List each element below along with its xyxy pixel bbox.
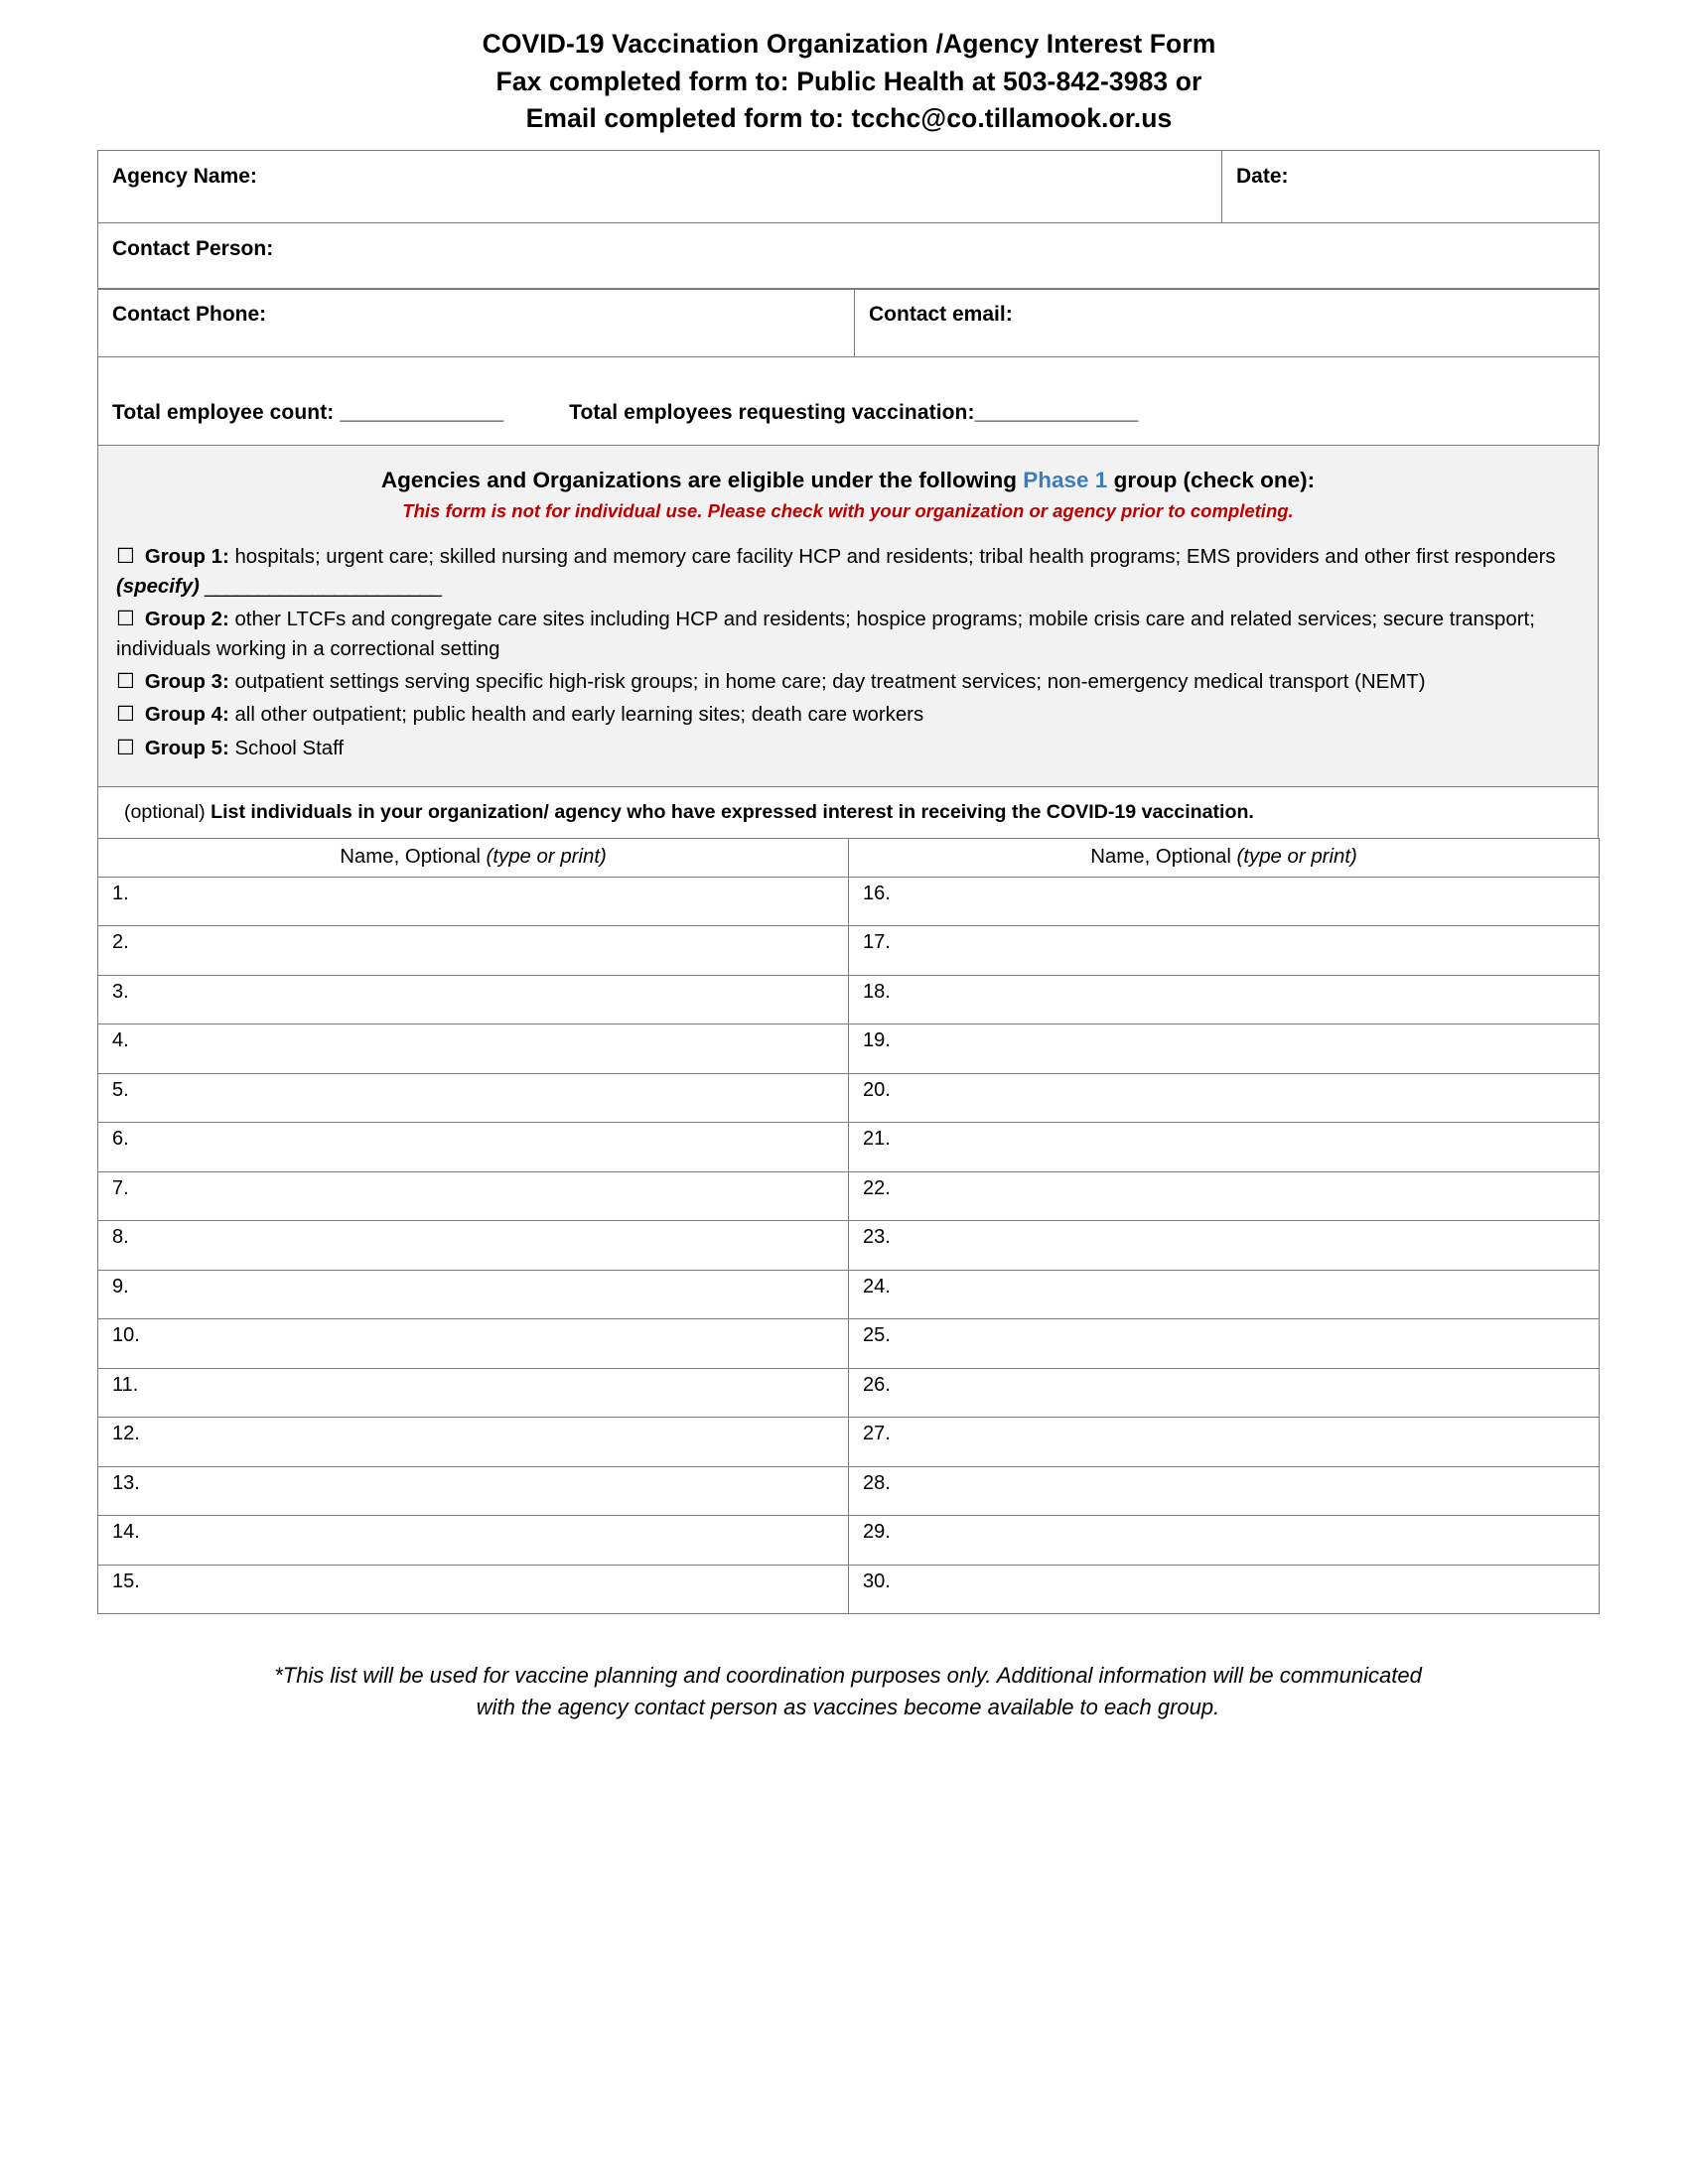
name-entry-cell[interactable]: 20. bbox=[849, 1073, 1600, 1123]
name-entry-cell[interactable]: 28. bbox=[849, 1466, 1600, 1516]
optional-note-text: List individuals in your organization/ agency who have expressed interest in receiving the COVID-19 vaccination. bbox=[205, 800, 1254, 823]
checkbox-icon[interactable]: ☐ bbox=[116, 735, 135, 759]
name-entry-cell[interactable]: 30. bbox=[849, 1565, 1600, 1614]
table-row bbox=[98, 222, 1600, 289]
names-header-right bbox=[849, 838, 1600, 877]
group-3-label: Group 3: bbox=[144, 671, 229, 694]
name-entry-cell[interactable]: 19. bbox=[849, 1024, 1600, 1074]
group-option-5[interactable] bbox=[114, 732, 1582, 764]
group-1-label: Group 1: bbox=[144, 545, 229, 568]
group-4-label: Group 4: bbox=[144, 704, 229, 727]
date-cell[interactable] bbox=[1222, 150, 1600, 222]
group-1-specify: (specify) bbox=[116, 575, 200, 598]
group-option-2[interactable] bbox=[114, 603, 1582, 665]
name-entry-cell[interactable]: 6. bbox=[98, 1123, 849, 1172]
names-header-left-main: Name, Optional bbox=[340, 846, 487, 869]
agency-name-label: Agency Name: bbox=[112, 164, 257, 188]
names-header-left bbox=[98, 838, 849, 877]
group-2-text: other LTCFs and congregate care sites including HCP and residents; hospice programs; mobile crisis care and related services; secure transport; individuals working in a correctional setting bbox=[116, 608, 1535, 661]
total-employee-count-label: Total employee count: ______________ bbox=[112, 401, 504, 425]
group-option-4[interactable] bbox=[114, 698, 1582, 731]
name-entry-cell[interactable]: 18. bbox=[849, 975, 1600, 1024]
names-header-left-italic: (type or print) bbox=[486, 846, 607, 869]
checkbox-icon[interactable]: ☐ bbox=[116, 606, 135, 630]
table-row bbox=[98, 1368, 1600, 1418]
name-entry-cell[interactable]: 10. bbox=[98, 1319, 849, 1369]
group-1-blank-line[interactable]: ______________________ bbox=[199, 575, 442, 598]
name-entry-cell[interactable]: 29. bbox=[849, 1516, 1600, 1566]
optional-lead-label: (optional) bbox=[124, 800, 206, 823]
table-row bbox=[98, 1516, 1600, 1566]
contact-phone-cell[interactable] bbox=[98, 289, 855, 357]
checkbox-icon[interactable]: ☐ bbox=[116, 669, 135, 694]
table-row bbox=[98, 1073, 1600, 1123]
phase-heading-after: group (check one): bbox=[1107, 468, 1316, 493]
table-row bbox=[98, 1221, 1600, 1271]
name-entry-cell[interactable]: 27. bbox=[849, 1418, 1600, 1467]
group-5-label: Group 5: bbox=[144, 737, 229, 759]
title-line-1: COVID-19 Vaccination Organization /Agency Interest Form bbox=[482, 29, 1216, 59]
phase-heading-highlight: Phase 1 bbox=[1023, 468, 1108, 493]
phase-warning-text: This form is not for individual use. Please check with your organization or agency prior to completing. bbox=[402, 499, 1294, 521]
name-entry-cell[interactable]: 8. bbox=[98, 1221, 849, 1271]
name-entry-cell[interactable]: 25. bbox=[849, 1319, 1600, 1369]
checkbox-icon[interactable]: ☐ bbox=[116, 702, 135, 727]
table-row bbox=[98, 289, 1600, 357]
group-2-label: Group 2: bbox=[144, 608, 229, 630]
names-table-body bbox=[98, 877, 1600, 1614]
table-row bbox=[98, 877, 1600, 926]
contact-email-cell[interactable] bbox=[855, 289, 1600, 357]
group-option-3[interactable] bbox=[114, 665, 1582, 698]
table-row bbox=[98, 926, 1600, 976]
group-5-text: School Staff bbox=[228, 737, 345, 759]
name-entry-cell[interactable]: 22. bbox=[849, 1171, 1600, 1221]
group-1-text: hospitals; urgent care; skilled nursing and memory care facility HCP and residents; tribal health programs; EMS providers and other first responders bbox=[228, 545, 1556, 568]
footer-note bbox=[97, 1614, 1599, 1723]
name-entry-cell[interactable]: 17. bbox=[849, 926, 1600, 976]
name-entry-cell[interactable]: 9. bbox=[98, 1270, 849, 1319]
agency-info-table bbox=[97, 150, 1600, 290]
table-row bbox=[98, 1270, 1600, 1319]
name-entry-cell[interactable]: 21. bbox=[849, 1123, 1600, 1172]
name-entry-cell[interactable]: 26. bbox=[849, 1368, 1600, 1418]
footer-line-2: with the agency contact person as vaccines become available to each group. bbox=[476, 1695, 1220, 1720]
phase-heading-before: Agencies and Organizations are eligible under the following bbox=[380, 468, 1024, 493]
title-line-2: Fax completed form to: Public Health at 503-842-3983 or bbox=[495, 66, 1202, 96]
names-table bbox=[97, 838, 1600, 1615]
table-row bbox=[98, 1024, 1600, 1074]
optional-list-note bbox=[97, 787, 1599, 839]
name-entry-cell[interactable]: 11. bbox=[98, 1368, 849, 1418]
name-entry-cell[interactable]: 24. bbox=[849, 1270, 1600, 1319]
name-entry-cell[interactable]: 12. bbox=[98, 1418, 849, 1467]
name-entry-cell[interactable]: 2. bbox=[98, 926, 849, 976]
page-title bbox=[97, 26, 1601, 150]
name-entry-cell[interactable]: 5. bbox=[98, 1073, 849, 1123]
checkbox-icon[interactable]: ☐ bbox=[116, 543, 135, 568]
footer-line-1: *This list will be used for vaccine planning and coordination purposes only. Additional information will be communicated bbox=[274, 1663, 1422, 1689]
table-row bbox=[98, 1123, 1600, 1172]
group-4-text: all other outpatient; public health and early learning sites; death care workers bbox=[228, 704, 924, 727]
date-label: Date: bbox=[1236, 164, 1289, 188]
phase-heading bbox=[114, 458, 1582, 497]
name-entry-cell[interactable]: 14. bbox=[98, 1516, 849, 1566]
table-row bbox=[98, 1319, 1600, 1369]
contact-email-label: Contact email: bbox=[869, 303, 1013, 327]
table-row bbox=[98, 975, 1600, 1024]
name-entry-cell[interactable]: 7. bbox=[98, 1171, 849, 1221]
total-requesting-label: Total employees requesting vaccination:______________ bbox=[569, 401, 1139, 425]
table-row bbox=[98, 1418, 1600, 1467]
totals-line bbox=[98, 357, 1599, 425]
title-line-3: Email completed form to: tcchc@co.tillamook.or.us bbox=[525, 103, 1173, 134]
name-entry-cell[interactable]: 3. bbox=[98, 975, 849, 1024]
contact-phone-label: Contact Phone: bbox=[112, 303, 267, 327]
name-entry-cell[interactable]: 23. bbox=[849, 1221, 1600, 1271]
name-entry-cell[interactable]: 15. bbox=[98, 1565, 849, 1614]
name-entry-cell[interactable]: 1. bbox=[98, 877, 849, 926]
name-entry-cell[interactable]: 16. bbox=[849, 877, 1600, 926]
table-row bbox=[98, 150, 1600, 222]
table-row bbox=[98, 1466, 1600, 1516]
contact-person-label: Contact Person: bbox=[112, 236, 274, 260]
names-header-right-main: Name, Optional bbox=[1090, 846, 1237, 869]
contact-person-cell[interactable] bbox=[98, 222, 1600, 289]
phase-eligibility-section bbox=[97, 446, 1599, 787]
name-entry-cell[interactable]: 4. bbox=[98, 1024, 849, 1074]
totals-cell[interactable] bbox=[98, 357, 1600, 446]
name-entry-cell[interactable]: 13. bbox=[98, 1466, 849, 1516]
group-option-1[interactable] bbox=[114, 540, 1582, 603]
table-row bbox=[98, 1565, 1600, 1614]
table-row bbox=[98, 357, 1600, 446]
group-3-text: outpatient settings serving specific high-risk groups; in home care; day treatment services; non-emergency medical transport (NEMT) bbox=[228, 671, 1426, 694]
table-row bbox=[98, 1171, 1600, 1221]
names-header-right-italic: (type or print) bbox=[1236, 846, 1357, 869]
agency-name-cell[interactable] bbox=[98, 150, 1222, 222]
names-header-row bbox=[98, 838, 1600, 877]
contact-table bbox=[97, 288, 1600, 446]
